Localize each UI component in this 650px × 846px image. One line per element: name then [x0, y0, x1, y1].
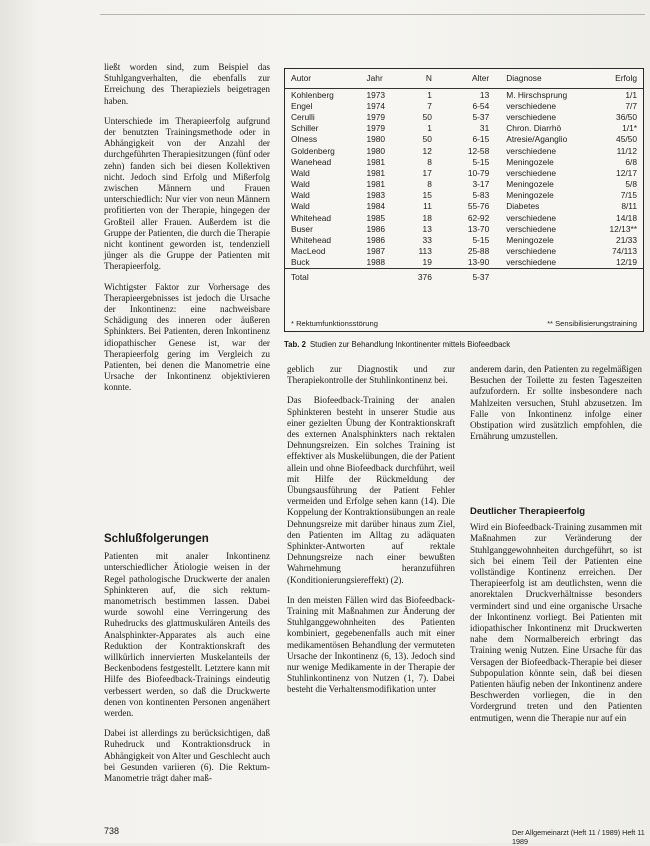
table-cell: 11: [423, 201, 432, 212]
table-cell: verschiedene: [506, 212, 557, 223]
column-left-top: [104, 62, 270, 403]
table-cell: 113: [418, 246, 432, 257]
paragraph: geblich zur Diagnostik und zur Therapiekontrolle der Stuhlinkontinenz bei.: [287, 364, 455, 386]
table-cell: 13: [479, 89, 490, 100]
table-cell: Schiller: [291, 123, 319, 134]
table-cell: Engel: [291, 100, 313, 111]
table-cell: M. Hirschsprung: [506, 89, 568, 100]
table-cell: 36/50: [616, 111, 637, 122]
table-cell: 1979: [366, 111, 386, 122]
paragraph: Unterschiede im Therapieerfolg aufgrund der benutzten Trainingsmethode oder in Abhängigkeit von der Anzahl der durchgeführten Therapiesitzungen (fünf oder zehn) fanden sich bei diesen Kollektiven nicht. Jedoch sind Erfolg und Mißerfolg zwischen Männern und Frauen unterschiedlich: Nur vier von neun Männern profitierten von der Therapie, hingegen der Großteil aller Frauen. Außerdem ist die Gruppe der Patienten, die durch die Therapie nicht kontinent geworden ist, tendenziell jünger als die Gruppe der Patienten mit Therapieerfolg.: [104, 115, 270, 272]
table-cell: 12/19: [616, 257, 637, 268]
table-row: [285, 223, 643, 234]
study-table: [284, 68, 644, 332]
table-cell: 7/15: [620, 190, 637, 201]
table-cell: 50: [422, 134, 432, 145]
table-row: [285, 100, 643, 111]
table-cell: 13: [422, 223, 432, 234]
paragraph: Patienten mit analer Inkontinenz unterschiedlicher Ätiologie weisen in der Regel pathologische Druckwerte der analen Sphinkteren auf, die sich rektum-manometrisch bestimmen lassen. Dabei wurde sowohl eine Verringerung des Ruhedrucks des glattmuskulären Anteils des Analsphinkter-Apparates als auch eine Reduktion der Kontraktionskraft des willkürlich innervierten Muskelanteils der Beckenbodens festgestellt. Letztere kann mit Hilfe des Biofeedback-Trainings eindeutig verbessert werden, so daß die Druckwerte denen von kontinenten Personen angenähert werden.: [104, 551, 270, 719]
table-caption: [284, 340, 510, 349]
table-cell: 6-15: [472, 134, 490, 145]
table-cell: Wald: [291, 190, 310, 201]
table-cell: 1985: [366, 212, 386, 223]
table-cell: Buser: [291, 223, 313, 234]
paragraph: Das Biofeedback-Training der analen Sphinkteren besteht in unserer Studie aus einer gezielten Übung der Kontraktionskraft des externen Analsphinkters nach rektalen Dehnungsreizen. Ein solches Training ist effektiver als Muskelübungen, die der Patient allein und ohne Biofeedback durchführt, weil mit Hilfe der Rückmeldung der Übungsausführung der Patient Fehler vermeiden und Erfolge sehen kann (14). Die Koppelung der Kontraktionsübungen an reale Dehnungsreize mit darüber hinaus zum Ziel, den Patienten im Alltag zu adäquaten Sphinkter-Antworten auf rektale Dehnungsreize nach einer bewußten Wahrnehmung heranzuführen (Konditionierungsiereffekt) (2).: [287, 395, 455, 585]
table-cell: 1980: [366, 134, 386, 145]
col-header-n: N: [403, 69, 435, 89]
table-row: [285, 167, 643, 178]
table-cell: Kohlenberg: [291, 89, 334, 100]
table-cell: Wald: [291, 167, 310, 178]
table-cell: 12/13**: [609, 223, 637, 234]
table-cell: 25-88: [467, 246, 490, 257]
table-cell: 15: [422, 190, 432, 201]
table-row: [285, 145, 643, 156]
table-cell: 1980: [366, 145, 386, 156]
table-cell: 7: [427, 100, 432, 111]
table-cell: verschiedene: [506, 246, 557, 257]
total-label: Total: [285, 269, 363, 285]
table-cell: Meningozele: [506, 156, 554, 167]
col-header-autor: Autor: [285, 69, 363, 89]
table-cell: 6-54: [472, 100, 490, 111]
section-heading: Schlußfolgerungen: [104, 533, 209, 545]
paragraph: Wichtigster Faktor zur Vorhersage des Therapieergebnisses ist jedoch die Ursache der Inkontinenz: eine nachweisbare Schädigung des inneren oder äußeren Sphinkters. Bei Patienten, deren Inkontinenz idiopathischer Genese ist, war der Therapieerfolg gering im Vergleich zu Patienten, bei denen die Manometrie eine Ursache der Inkontinenz objektivieren konnte.: [104, 281, 270, 393]
table-cell: Atresie/Aganglio: [506, 134, 568, 145]
running-footer: Der Allgemeinarzt (Heft 11 / 1989) Heft 11 1989: [512, 828, 645, 846]
table-row: [285, 212, 643, 223]
table-footnotes: [291, 319, 637, 328]
table-cell: verschiedene: [506, 111, 557, 122]
table-cell: Olness: [291, 134, 318, 145]
paragraph: Wird ein Biofeedback-Training zusammen mit Maßnahmen zur Veränderung der Stuhlganggewohnheiten durchgeführt, so ist sich bei einem Teil der Patienten eine vollständige Kontinenz erreichen. Der Therapieerfolg ist am deutlichsten, wenn die anorektalen Druckverhältnisse besonders vermindert sind und eine organische Ursache der Inkontinenz vorliegt. Bei Patienten mit idiopathischer Inkontinenz mit Druckwerten nahe dem Normalbereich erbringt das Training wenig Nutzen. Eine Ursache für das Versagen der Biofeedback-Therapie bei dieser Subpopulation könnte sein, daß bei diesen Patienten häufig neben der Inkontinenz andere Beschwerden vorliegen, die in den Vordergrund treten und den Patienten entmutigen, wenn die Therapie nur auf ein: [470, 522, 642, 723]
table-cell: 5/8: [625, 179, 637, 190]
table-cell: 1981: [366, 156, 386, 167]
table: [285, 69, 643, 284]
header-rule: [100, 14, 645, 15]
table-cell: 5-37: [472, 111, 490, 122]
table-cell: 19: [422, 257, 432, 268]
table-cell: 12/17: [616, 167, 637, 178]
table-header-row: [285, 69, 643, 89]
table-cell: 6/8: [625, 156, 637, 167]
table-cell: 11/12: [616, 145, 637, 156]
table-row: [285, 257, 643, 269]
table-row: [285, 89, 643, 101]
table-cell: Meningozele: [506, 235, 554, 246]
table-cell: 18: [422, 212, 432, 223]
table-cell: 50: [422, 111, 432, 122]
page-number: 738: [104, 826, 120, 836]
table-cell: 5-83: [472, 190, 490, 201]
table-cell: 33: [422, 235, 432, 246]
table-cell: 1/1: [625, 89, 637, 100]
column-left-bottom: [104, 534, 270, 793]
table-row: [285, 156, 643, 167]
table-row: [285, 179, 643, 190]
table-cell: 1988: [366, 257, 386, 268]
table-cell: 1983: [366, 190, 386, 201]
table-cell: Diabetes: [506, 201, 540, 212]
table-cell: Meningozele: [506, 179, 554, 190]
table-cell: Goldenberg: [291, 145, 335, 156]
table-cell: 13-90: [467, 257, 490, 268]
footnote-right: ** Sensibilisierungstraining: [547, 319, 637, 328]
table-cell: 5-15: [472, 235, 490, 246]
column-right-top: [470, 364, 642, 451]
table-cell: 12: [422, 145, 432, 156]
table-cell: 17: [422, 167, 432, 178]
table-cell: 1984: [366, 201, 386, 212]
table-cell: 1986: [366, 235, 386, 246]
table-cell: 1/1*: [622, 123, 637, 134]
table-cell: 10-79: [467, 167, 490, 178]
table-cell: 1986: [366, 223, 386, 234]
table-row: [285, 246, 643, 257]
table-cell: Whitehead: [291, 212, 332, 223]
paragraph: ließt worden sind, zum Beispiel das Stuhlgangverhalten, die ebenfalls zur Erreichung des Therapieziels beigetragen haben.: [104, 62, 270, 106]
paragraph: In den meisten Fällen wird das Biofeedback-Training mit Maßnahmen zur Änderung der Stuhlganggewohnheiten des Patienten kombiniert, gegebenenfalls auch mit einer medikamentösen Behandlung der vermuteten Ursache der Inkontinenz (6, 13). Jedoch sind nur wenige Medikamente in der Therapie der Stuhlinkontinenz von Nutzen (1, 7). Dabei besteht die Verhaltensmodifikation unter: [287, 594, 455, 695]
table-row: [285, 123, 643, 134]
column-right-bottom: [470, 506, 642, 733]
table-cell: 3-17: [472, 179, 490, 190]
paragraph: Dabei ist allerdings zu berücksichtigen, daß Ruhedruck und Kontraktionsdruck in Abhängigkeit von Alter und Geschlecht auch bei Gesunden variieren (6). Die Rektum-Manometrie trägt daher maß-: [104, 728, 270, 784]
table-cell: 7/7: [625, 100, 637, 111]
table-cell: Chron. Diarrhö: [506, 123, 562, 134]
total-alter: 5-37: [435, 269, 503, 285]
table-cell: verschiedene: [506, 257, 557, 268]
table-cell: 1974: [366, 100, 386, 111]
col-header-jahr: Jahr: [363, 69, 403, 89]
table-cell: MacLeod: [291, 246, 326, 257]
col-header-diagnose: Diagnose: [503, 69, 606, 89]
table-cell: 5-15: [472, 156, 490, 167]
table-cell: verschiedene: [506, 100, 557, 111]
subsection-heading: Deutlicher Therapieerfolg: [470, 506, 586, 517]
col-header-alter: Alter: [435, 69, 503, 89]
table-cell: Wanehead: [291, 156, 332, 167]
table-cell: verschiedene: [506, 167, 557, 178]
table-cell: 1987: [366, 246, 386, 257]
table-row: [285, 234, 643, 245]
paragraph: anderem darin, den Patienten zu regelmäßigen Besuchen der Toilette zu festen Tageszeiten aufzufordern. Er sollte insbesondere nach Mahlzeiten versuchen, Stuhl abzusetzen. Im Falle von Inkontinenz infolge einer Obstipation wird zusätzlich empfohlen, die Ernährung umzustellen.: [470, 364, 642, 442]
table-cell: 62-92: [467, 212, 490, 223]
table-cell: 1: [427, 123, 432, 134]
table-cell: Cerulli: [291, 111, 315, 122]
table-cell: 8: [427, 156, 432, 167]
table-cell: 14/18: [616, 212, 637, 223]
table-total-row: [285, 269, 643, 285]
table-cell: 21/33: [616, 235, 637, 246]
table-cell: 1973: [366, 89, 386, 100]
total-n: 376: [403, 269, 435, 285]
table-cell: 45/50: [616, 134, 637, 145]
table-row: [285, 190, 643, 201]
table-cell: Meningozele: [506, 190, 554, 201]
caption-text: Studien zur Behandlung Inkontinenter mittels Biofeedback: [309, 340, 511, 349]
table-cell: Whitehead: [291, 235, 332, 246]
table-cell: 1979: [366, 123, 386, 134]
table-cell: 8: [427, 179, 432, 190]
table-cell: Wald: [291, 201, 310, 212]
table-cell: 74/113: [612, 246, 637, 257]
table-row: [285, 111, 643, 122]
footnote-left: * Rektumfunktionsstörung: [291, 319, 378, 328]
column-middle: [287, 364, 455, 705]
table-cell: 8/11: [621, 201, 637, 212]
table-cell: 1981: [366, 179, 386, 190]
table-cell: Buck: [291, 257, 310, 268]
table-cell: 55-76: [467, 201, 490, 212]
table-cell: 1: [427, 89, 432, 100]
table-cell: 12-58: [467, 145, 490, 156]
table-cell: 13-70: [467, 223, 490, 234]
table-row: [285, 201, 643, 212]
col-header-erfolg: Erfolg: [607, 69, 643, 89]
table-cell: verschiedene: [506, 223, 557, 234]
table-cell: Wald: [291, 179, 310, 190]
caption-label: Tab. 2: [284, 340, 306, 349]
table-cell: 31: [479, 123, 490, 134]
table-cell: 1981: [366, 167, 386, 178]
table-cell: verschiedene: [506, 145, 557, 156]
table-row: [285, 134, 643, 145]
